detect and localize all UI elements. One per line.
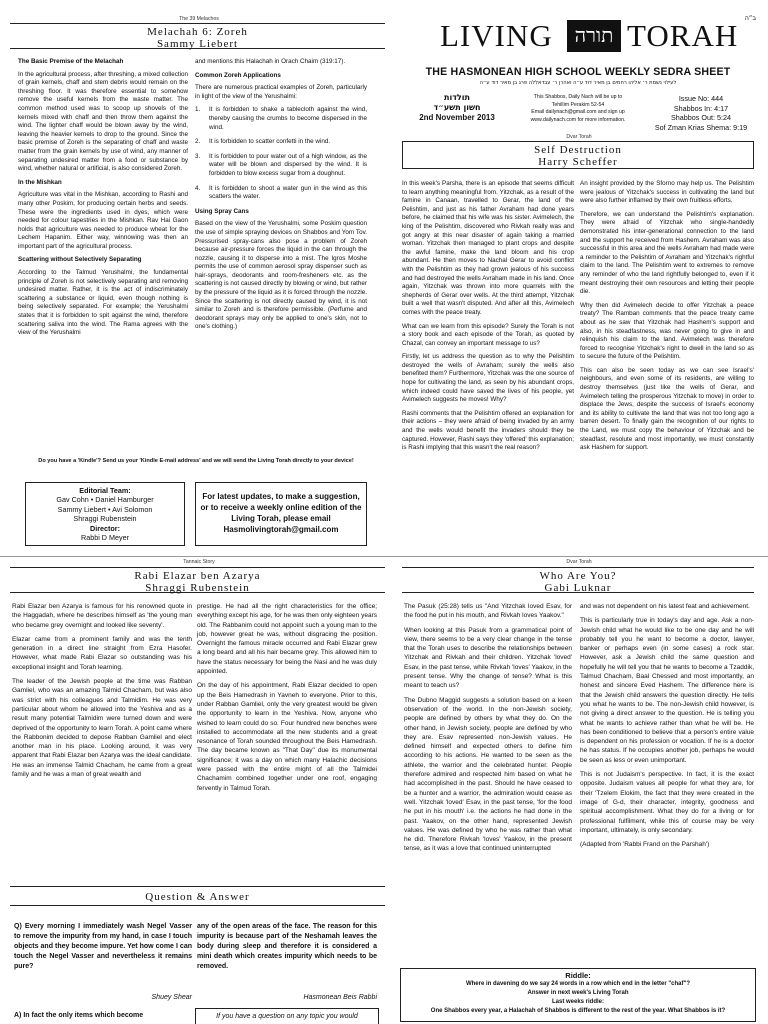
article-title: Rabi Elazar ben Azarya bbox=[134, 570, 261, 582]
paragraph: and mentions this Halachah in Orach Chaim (319:17). bbox=[195, 58, 346, 65]
zoreh-column-2 bbox=[195, 58, 367, 337]
paragraph: An insight provided by the Sforno may help us. The Pelishtim were jealous of Yitzchak's success in cultivating the land but were also further inflamed by their own fruitless efforts. bbox=[580, 180, 754, 205]
list-item: 3. It is forbidden to pour water out of a high window, as the water will be blown and dispersed by the wind. It is forbidden to blow excess sugar from a doughnut. bbox=[195, 152, 367, 177]
daily-nach-line: Email dailynach@gmail.com and sign up bbox=[531, 109, 625, 115]
issue-block bbox=[640, 94, 762, 132]
masthead-subtitle: THE HASMONEAN HIGH SCHOOL WEEKLY SEDRA SHEET bbox=[425, 66, 731, 78]
logo-torah-icon: תורה bbox=[567, 20, 621, 52]
dedication: לעילוי נשמת ר׳ אליהו רחמים בן מאיר דוד ע״ה ואהרן ר׳ עבדאללה פרג בן מאיר דוד ע״ה bbox=[479, 80, 677, 86]
updates-box bbox=[195, 482, 367, 546]
krias-shema: Sof Zman Krias Shema: 9:19 bbox=[654, 122, 748, 132]
ask-question-box: If you have a question on any topic you would bbox=[195, 1008, 379, 1024]
editorial-heading: Editorial Team: bbox=[79, 486, 131, 495]
who-are-you-column-1 bbox=[404, 602, 572, 859]
paragraph: This is not Judaism's perspective. In fact, it is the exact opposite. Judaism values all people for what they are, for their 'Tzelem Elokim, the fact that they were created in the image of G-d, their character, integrity, goodness and spiritual accomplishment. What they do for a living or for professional fulfilment, while this of course may be very important, ultimately, is only secondary. bbox=[580, 771, 754, 834]
heading-mishkan: In the Mishkan bbox=[18, 178, 62, 186]
article-author: Harry Scheffer bbox=[538, 156, 618, 168]
riddle-text: Where in davening do we say 24 words in a row which end in the letter "chaf"? bbox=[465, 981, 691, 987]
answer-start: A) In fact the only items which become bbox=[14, 1012, 144, 1019]
article-header-rabi-elazar bbox=[10, 567, 385, 593]
heading-basic-premise: The Basic Premise of the Melachah bbox=[18, 58, 124, 65]
paragraph: In this week's Parsha, there is an episode that seems difficult to learn anything meaningful from. Yitzchak, as a result of the famine in Canaan, travelled to Gerar, the land of the Pelishtim, and just as his father Avraham had done years before, he claimed that his wife was his sister. Avimelech, the king of the Pelishtim, discovered who Rivkah really was and got angry at this near disaster of again taking a married woman. Yitzchak then managed to plant crops and despite the awful famine, make the land bloom and his crop abundant. He then moves to Nachal Gerar to avoid conflict with the Pelishtim as they had grown jealous of his success and had destroyed the wells Avraham made in his land. Once again, Yitzchak was thrown into more quarrels with the shepherds of Gerar over wells. At the third attempt, Yitzchak built a well that wasn't disputed. And after all this, Avimelech comes with the peace treaty. bbox=[402, 180, 574, 316]
riddle-heading: Riddle: bbox=[565, 971, 591, 980]
kicker-dvar-torah: Dvar Torah bbox=[566, 134, 592, 140]
paragraph: Rabi Elazar ben Azarya is famous for his renowned quote in the Haggadah, where he describes himself as 'the young man who became grey overnight and looked like seventy'. bbox=[12, 603, 192, 629]
qa-title: Question & Answer bbox=[145, 891, 250, 903]
logo-living: LIVING bbox=[440, 18, 553, 53]
paragraph: Based on the view of the Yerushalmi, some Poskim question the use of simple spraying devices on Shabbos and Yom Tov. Pressurised spray-cans also pose a problem of Zoreh because air-pressure forces the liquid in the can through the nozzle, causing it to disperse into a mist. The Igros Moshe permits the use of common aerosol spray dispenser such as hair-sprays, deodorants and room-fresheners etc. as the scattering is not caused directly by blowing or wind, but rather by the pressure of the liquid as it is forced through the nozzle. Since the scattering is not directly caused by wind, it is not similar to Zoreh and is therefore permissible. (Perfume and deodorant sprays may only be applied to one's skin, not to one's clothing.) bbox=[195, 220, 367, 331]
logo-torah: TORAH bbox=[627, 18, 739, 53]
kindle-note: Do you have a 'Kindle'? Send us your 'Kindle E-mail address' and we will send the Living Torah directly to your device! bbox=[38, 458, 354, 464]
heading-applications: Common Zoreh Applications bbox=[195, 71, 281, 79]
paragraph: (Adapted from 'Rabbi Frand on the Parshah') bbox=[580, 841, 710, 849]
paragraph: This is particularly true in today's day and age. Ask a non-Jewish child what he would like to be one day and he will probably tell you he want to become a doctor, lawyer, banker or perhaps even (in some cases) a rock star. However, ask a Jewish child the same question and hopefully he will tell you that he wants to become a Tzaddik, Talmud Chacham, Baal Chessed and most importantly, an honest and sincere Eved Hashem. The difference here is that the Jewish child answers the question directly. He tells you what he wants to be. The non-Jewish child however, is not giving a direct answer to the question. He is telling you what he wants to achieve rather than what he will be. He has been conditioned to believe that a person's entire value is dependent on his profession or vocation. If he is a doctor he has status. If he occupies another job, perhaps he would be seen as less or even unimportant. bbox=[580, 617, 754, 764]
director-heading: Director: bbox=[90, 523, 120, 533]
kicker-dvar-torah-2: Dvar Torah bbox=[566, 559, 592, 565]
kicker-tannaic-story: Tannaic Story bbox=[183, 559, 215, 565]
editorial-team-box bbox=[25, 482, 185, 546]
article-author: Shraggi Rubenstein bbox=[145, 582, 250, 594]
paragraph: This can also be seen today as we can see Israel's' neighbours, and even some of its residents, are willing to destroy themselves (just like the wells of Gerar, and Avimelech telling the prosperous Yitzchak to move) in order to displace the Jews, despite the success of Israel's economy and its ability to cultivate the land that was not too long ago a barren desert. To finally gain the recognition of our rights to the Land, we must copy the behaviour of Yitzchak and be steadfast, resolute and most importantly, we must constantly ask Hashem for support. bbox=[580, 366, 754, 452]
zoreh-column-1 bbox=[18, 58, 188, 343]
self-destruction-column-2 bbox=[580, 180, 754, 458]
article-title: Melachah 6: Zoreh bbox=[147, 26, 248, 38]
kicker-melachos: The 39 Melachos bbox=[179, 16, 219, 22]
paragraph: According to the Talmud Yerushalmi, the fundamental principle of Zoreh is not selectively separating and removing undesired matter. Rather, it is the act of indiscriminately scattering a substance or liquid, even though nothing is being selectively separated. For example; the Yerushalmi states that it is forbidden to spit against the wind, therefore scattering saliva into the wind. The Rama agrees with the view of the Yerushalmi bbox=[18, 269, 188, 337]
riddle-box bbox=[400, 968, 756, 1022]
daily-nach-line: Tehillim Perakim 52-54 bbox=[551, 101, 605, 108]
last-riddle-heading: Last weeks riddle: bbox=[551, 999, 605, 1005]
daily-nach-block bbox=[518, 94, 638, 124]
paragraph: What can we learn from this episode? Surely the Torah is not a story book and each episode of the Torah, as quoted by Chazal, can convey an important message to us? bbox=[402, 322, 574, 347]
article-header-zoreh bbox=[10, 23, 385, 49]
paragraph: The Pasuk (25:28) tells us "And Yitzchak loved Esav, for the food he put in his mouth, and Rivkah loves Yaakov." bbox=[404, 603, 572, 620]
paragraph: There are numerous practical examples of Zoreh, particularly in light of the view of the Yerushalmi: bbox=[195, 84, 367, 100]
editorial-line: Gav Cohn • Daniel Hamburger bbox=[56, 495, 154, 505]
question-signature: Shuey Shear bbox=[151, 994, 192, 1001]
heading-spray-cans: Using Spray Cans bbox=[195, 207, 249, 215]
heading-scattering: Scattering without Selectively Separating bbox=[18, 256, 142, 264]
self-destruction-column-1 bbox=[402, 180, 574, 458]
daily-nach-line: www.dailynach.com for more information. bbox=[530, 116, 626, 123]
article-header-self-destruction bbox=[402, 141, 754, 169]
article-title: Self Destruction bbox=[534, 144, 622, 156]
list-item: 1. It is forbidden to shake a tablecloth against the wind, thereby causing the crumbs to become dispersed in the wind. bbox=[195, 106, 367, 131]
who-are-you-column-2 bbox=[580, 602, 754, 854]
paragraph: and was not dependent on his latest feat and achievement. bbox=[580, 603, 750, 610]
fold-divider bbox=[0, 556, 768, 557]
paragraph: Why then did Avimelech decide to offer Yitzchak a peace treaty? The Ramban comments that the peace treaty came about as he saw that Yitzchak had Hashem's support and also, in his steadfastness, was never going to give in and relinquish his claim to the land. Avimelech was therefore forced to recognise Yitzchak's right to dwell in the land so as to secure the future of the Pelishtim. bbox=[580, 301, 754, 361]
date-hebrew: חשון תשע״ד bbox=[433, 103, 481, 112]
issue-number: Issue No: 444 bbox=[678, 94, 724, 103]
editorial-line: Sammy Liebert • Avi Solomon bbox=[57, 504, 153, 514]
paragraph: When looking at this Pasuk from a grammatical point of view, there seems to be a very clear change in the tense that the Torah uses to describe the relationships between Yitzchak and Rivkah and their children. Yitzchak 'loved' Esav, in the past tense, while Rivkah 'loves' Yaakov, in the present tense. Why the change of tense? What is this meant to teach us? bbox=[404, 626, 572, 690]
applications-list bbox=[195, 106, 367, 201]
article-title: Who Are You? bbox=[539, 570, 617, 582]
list-item: 4. It is forbidden to shoot a water gun in the wind as this scatters the water. bbox=[195, 184, 367, 201]
shabbos-in: Shabbos In: 4:17 bbox=[673, 103, 729, 113]
paragraph: Elazar came from a prominent family and was the tenth generation in a direct line straight from Ezra Hasofer. However, what made Rabi Elazar so outstanding was his exceptional insight and Torah learning. bbox=[12, 635, 192, 671]
paragraph: On the day of his appointment, Rabi Elazar decided to open up the Beis Hamedrash in Yavneh to everyone. Prior to this, under Rabban Gamliel, only the very greatest would be given the opportunity to learn in the Yeshiva. Now, anyone who wished to learn could do so. Four hundred new benches were installed to accommodate all the new students and a great resonance of Torah sounded throughout the Beis Hamedrash. The day became known as "That Day" due its monumental significance; it was a day on which many Halachic decisions were passed with the entire might of all the Talmidei Chachamim combined together under one roof, engaging fervently in Talmud Torah. bbox=[197, 682, 377, 792]
paragraph: Rashi comments that the Pelishtim offered an explanation for their actions – they were afraid of being invaded by an army and the wells would benefit the invaders should they be captured. However, Rashi says they 'offered' this explanation; is Rashi implying that this wasn't the real reason? bbox=[402, 409, 574, 452]
rabi-elazar-column-2 bbox=[197, 602, 377, 798]
rabi-elazar-column-1 bbox=[12, 602, 192, 784]
article-header-who-are-you bbox=[402, 567, 754, 593]
list-item: 2. It is forbidden to scatter confetti in the wind. bbox=[195, 138, 331, 146]
question-text: Q) Every morning I immediately wash Negel Vasser to remove the impurity from my hand, in case I touch objects and they become impure. Yet how come I can touch the Negel Vasser and nevertheless it remains pure? bbox=[14, 923, 192, 970]
paragraph: In the agricultural process, after threshing, a mixed collection of grain kernels, chaff and stem debris would remain on the threshing floor. It was therefore essential to somehow remove the useful kernels from the waste matter. The common method used was to scoop up shovels of the kernels mixed with chaff and then throw them against the wind. The lighter chaff would be blown away by the wind, leaving the heavier kernels to drop to the ground. Since the basic premise of Zoreh is the separating of chaff and waste matter from the grain kernels by use of wind, any manner of separating undesired matter from a food or substance by wind, whether natural or artificial, is also considered Zoreh. bbox=[18, 70, 188, 173]
updates-line: or to receive a weekly online edition of the bbox=[200, 503, 362, 512]
article-author: Gabi Luknar bbox=[544, 582, 612, 594]
paragraph: The Dubno Maggid suggests a solution based on a keen observation of the world. In the non-Jewish society, people are defined by others by what they do. On the other hand, in Jewish society, people are defined by who they are. Esav represented non-Jewish values. He defined himself and expected others to define him according to his actions. He wanted to be seen as the athlete, the warrior and the celebrated hunter. People therefore admired and respected him based on what he had accomplished in the past. Should he have ceased to be a hunter and a warrior, the admiration would cease as well. Yitzchak 'loved' Esav, in the past tense, 'for the food he put in his mouth' i.e. the actions he had done in the past. Yaakov, on the other hand, represented Jewish values. He was defined by who he was rather than what he did. Therefore Rivkah 'loves' Yaakov, in the present tense, as it was a love that continued uninterrupted bbox=[404, 696, 572, 853]
page-mark: ב״ה bbox=[745, 16, 757, 22]
answer-signature: Hasmonean Beis Rabbi bbox=[303, 994, 377, 1001]
date-english: 2nd November 2013 bbox=[419, 113, 495, 122]
paragraph: Firstly, let us address the question as to why the Pelishtim destroyed the wells of Avraham; surely the wells also benefited them? Furthermore, Yitzchak was the one source of hope for cultivating the land, as seen by his abundant crops, which indeed could have saved the lives of his people, yet Avimelech suggests he moves! Why? bbox=[402, 353, 574, 404]
shabbos-out: Shabbos Out: 5:24 bbox=[671, 113, 731, 123]
updates-line: Living Torah, please email bbox=[231, 514, 331, 523]
qa-header bbox=[10, 886, 385, 906]
paragraph: prestige. He had all the right characteristics for the office; everything except his age, for he was then only eighteen years old. The Rabbanim could not appoint such a young man to the job, however great he was, without disgracing the position. Overnight the famous miracle occurred and Rabi Elazar grew a long beard and all his hair became grey. This allowed him to have the status necessary for being the Nasi and he was duly appointed. bbox=[197, 603, 377, 676]
last-riddle-text: One Shabbos every year, a Halachah of Shabbos is different to the rest of the year. What Shabbos is it? bbox=[430, 1008, 726, 1014]
editorial-line: Shraggi Rubenstein bbox=[73, 514, 137, 524]
article-author: Sammy Liebert bbox=[156, 38, 239, 50]
answer-text: any of the open areas of the face. The reason for this impurity is because part of the Neshamah leaves the body during sleep and therefore it is considered a mini death which creates impurity which needs to be removed. bbox=[197, 923, 377, 970]
updates-line: For latest updates, to make a suggestion, bbox=[202, 492, 360, 501]
director-name: Rabbi D Meyer bbox=[81, 533, 129, 543]
daily-nach-line: This Shabbos, Daily Nach will be up to bbox=[533, 94, 623, 100]
parsha-hebrew: תולדות bbox=[444, 93, 470, 102]
riddle-answer-note: Answer in next week's Living Torah bbox=[527, 990, 629, 996]
paragraph: The leader of the Jewish people at the time was Rabban Gamliel, who was an amazing Talmid Chacham, but was also was strict with his colleagues and Talmidim. He was very particular about whom he allowed into the Yeshiva and as a result many potential Talmidim were turned down and were deprived of the opportunity to learn Torah. A point came where the Rabbonim decided to depose Rabban Gamliel and elect another man in his place. Looking around, it was very apparent that Rabi Elazar ben Azarya was the ideal candidate. He was an immense Talmid Chacham, he came from a great family and he was a man of great wealth and bbox=[12, 678, 192, 779]
date-block bbox=[402, 93, 512, 123]
updates-email[interactable]: Hasmolivingtorah@gmail.com bbox=[223, 525, 339, 534]
paragraph: Agriculture was vital in the Mishkan, according to Rashi and many other Poskim, for producing certain herbs and seeds. These were the ingredients used in dyes, which were needed for colour tapestries in the Mishkan. Rav Hai Gaon holds that agriculture was needed to produce wheat for the Lechem Hapanim. Either way, winnowing was then an important part of the agricultural process. bbox=[18, 191, 188, 250]
paragraph: Therefore, we can understand the Pelishtim's explanation. They were afraid of Yitzchak who single-handedly demonstrated his inter-generational connection to the land and the support he received from Hashem. Avraham was also successful in this area and the wells Avraham had made were a reminder to the Pelishtim of Avraham and Yitzchak's rightful claim to the land. The Pelishtim went to extremes to remove any reminder of who the land rightfully belonged to, even if it meant destroying their own resources and letting their people die. bbox=[580, 210, 754, 296]
